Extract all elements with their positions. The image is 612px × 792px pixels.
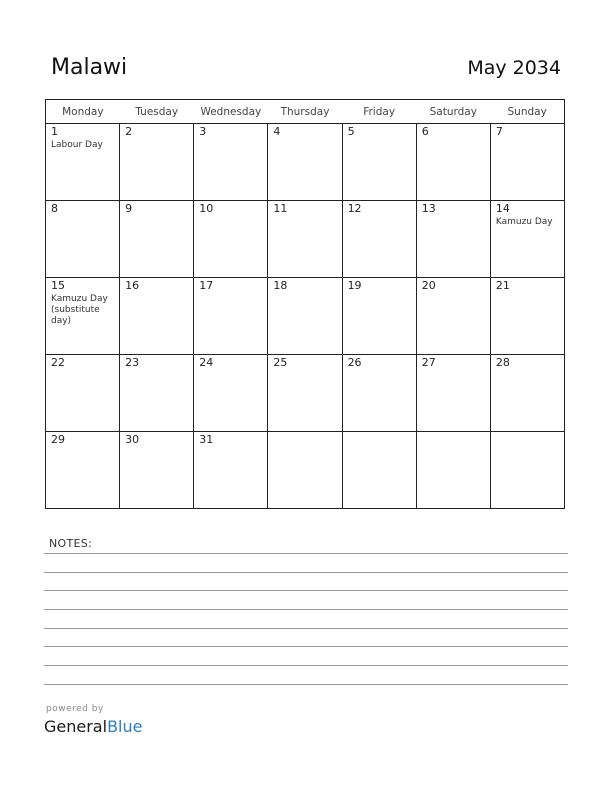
day-number: 13: [421, 202, 436, 215]
calendar-week-row: [46, 124, 565, 201]
note-line: [44, 590, 568, 591]
day-number: 11: [273, 202, 288, 215]
calendar-day-cell: [342, 432, 416, 509]
calendar-day-cell: [46, 432, 120, 509]
generalblue-logo[interactable]: [44, 717, 142, 736]
calendar-day-cell: [268, 432, 342, 509]
day-number: 6: [421, 125, 429, 138]
calendar-day-cell: [268, 201, 342, 278]
calendar-day-cell: [416, 278, 490, 355]
calendar-day-cell: [120, 124, 194, 201]
note-line: [44, 572, 568, 573]
weekday-wednesday: Wednesday: [194, 100, 268, 124]
day-number: 31: [199, 433, 214, 446]
calendar-day-cell: [120, 355, 194, 432]
calendar-day-cell: [194, 432, 268, 509]
calendar-week-row: [46, 432, 565, 509]
calendar-day-cell: [490, 278, 564, 355]
calendar-day-cell: [416, 355, 490, 432]
calendar-grid: [45, 99, 565, 509]
notes-label: NOTES:: [49, 537, 93, 550]
brand-general: General: [44, 717, 108, 736]
day-number: 26: [347, 356, 362, 369]
weekday-monday: Monday: [46, 100, 120, 124]
calendar-day-cell: [490, 432, 564, 509]
calendar-day-cell: [120, 278, 194, 355]
calendar-country: Malawi: [51, 55, 128, 80]
day-number: 27: [421, 356, 436, 369]
note-line: [44, 609, 568, 610]
calendar-day-cell: [342, 124, 416, 201]
day-number: 29: [51, 433, 65, 446]
day-number: 24: [199, 356, 214, 369]
calendar-day-cell: [268, 278, 342, 355]
calendar-day-cell: [268, 355, 342, 432]
calendar-day-cell: [194, 201, 268, 278]
day-number: 10: [199, 202, 214, 215]
calendar-day-cell: [342, 355, 416, 432]
day-number: 12: [347, 202, 362, 215]
day-number: 3: [199, 125, 207, 138]
holiday-label: Kamuzu Day: [495, 217, 553, 227]
day-number: 5: [347, 125, 355, 138]
note-line: [44, 665, 568, 666]
day-number: 19: [347, 279, 362, 292]
note-line: [44, 628, 568, 629]
day-number: 28: [495, 356, 510, 369]
calendar-day-cell: [268, 124, 342, 201]
day-number: 7: [495, 125, 503, 138]
weekday-friday: Friday: [342, 100, 416, 124]
calendar-day-cell: [46, 355, 120, 432]
day-number: 23: [125, 356, 140, 369]
calendar-day-cell: [490, 355, 564, 432]
weekday-saturday: Saturday: [416, 100, 490, 124]
calendar-day-cell: [120, 432, 194, 509]
brand-blue: Blue: [107, 717, 143, 736]
calendar-day-cell: [194, 124, 268, 201]
calendar-day-cell: [194, 278, 268, 355]
calendar-day-cell: [46, 278, 120, 355]
calendar-day-cell: [342, 278, 416, 355]
calendar-day-cell: [46, 124, 120, 201]
day-number: 18: [273, 279, 288, 292]
calendar-day-cell: [416, 201, 490, 278]
calendar-month-year: May 2034: [467, 57, 561, 79]
calendar-day-cell: [120, 201, 194, 278]
calendar-day-cell: [194, 355, 268, 432]
day-number: 17: [199, 279, 214, 292]
calendar-day-cell: [342, 201, 416, 278]
day-number: 8: [51, 202, 58, 215]
day-number: 9: [125, 202, 133, 215]
calendar-day-cell: [416, 124, 490, 201]
calendar-day-cell: [490, 201, 564, 278]
calendar-day-cell: [490, 124, 564, 201]
weekday-thursday: Thursday: [268, 100, 342, 124]
weekday-sunday: Sunday: [490, 100, 564, 124]
day-number: 15: [51, 279, 65, 292]
note-line: [44, 553, 568, 554]
calendar-week-row: [46, 278, 565, 355]
day-number: 1: [51, 125, 58, 138]
note-line: [44, 646, 568, 647]
day-number: 16: [125, 279, 140, 292]
calendar-day-cell: [416, 432, 490, 509]
day-number: 30: [125, 433, 140, 446]
calendar-day-cell: [46, 201, 120, 278]
holiday-label: Labour Day: [51, 140, 103, 150]
holiday-label: Kamuzu Day (substitute day): [51, 294, 108, 326]
day-number: 22: [51, 356, 65, 369]
day-number: 25: [273, 356, 288, 369]
powered-by-text: powered by: [46, 704, 104, 714]
day-number: 14: [495, 202, 510, 215]
note-line: [44, 684, 568, 685]
day-number: 21: [495, 279, 510, 292]
calendar-week-row: [46, 355, 565, 432]
weekday-header-row: [46, 100, 565, 124]
day-number: 20: [421, 279, 436, 292]
day-number: 2: [125, 125, 133, 138]
calendar-week-row: [46, 201, 565, 278]
day-number: 4: [273, 125, 281, 138]
weekday-tuesday: Tuesday: [120, 100, 194, 124]
